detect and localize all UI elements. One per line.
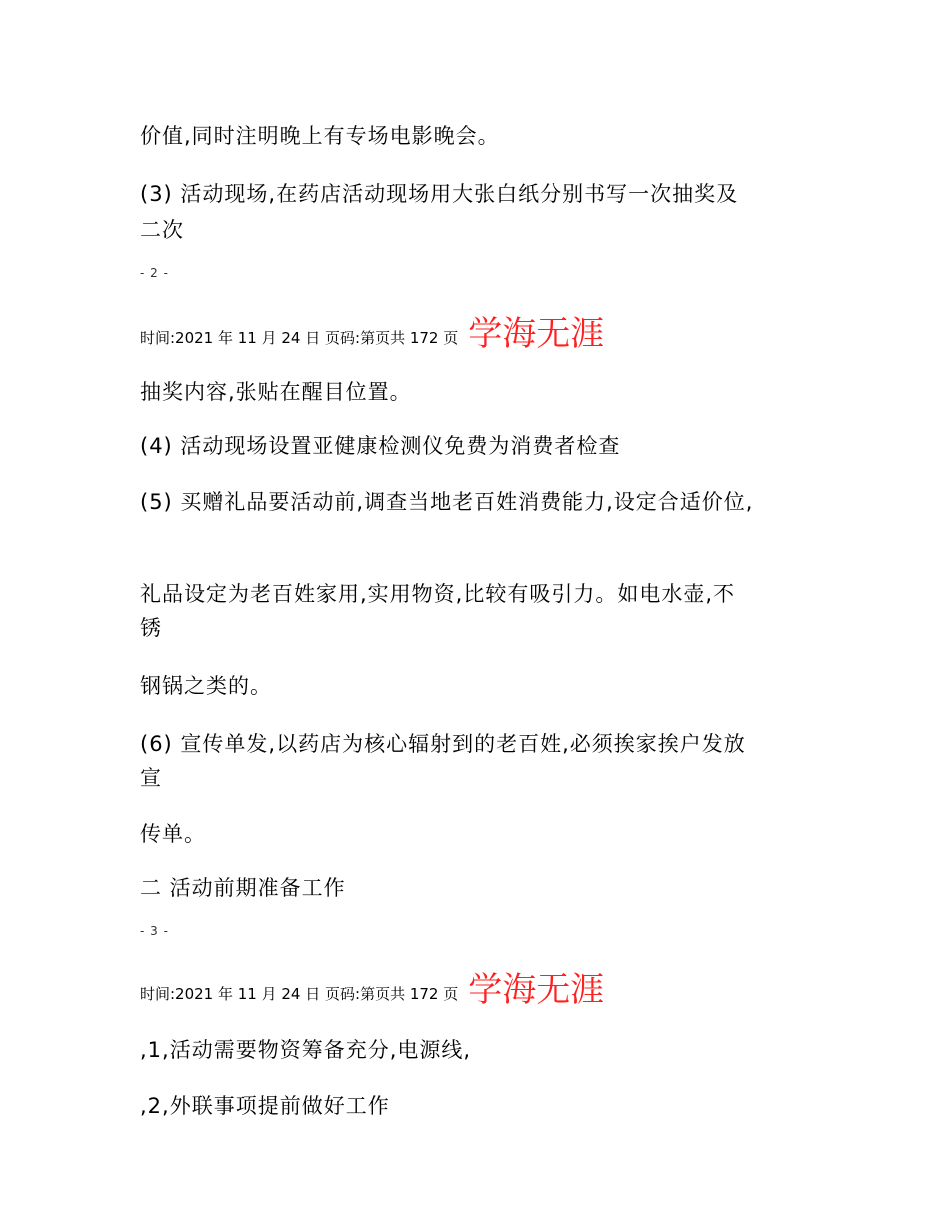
text-line: 锈 [140, 616, 162, 640]
text-line: 钢锅之类的。 [140, 674, 272, 698]
footer-meta-text: 时间:2021 年 11 月 24 日 页码:第页共 172 页 [140, 985, 459, 1003]
text-line: 礼品设定为老百姓家用,实用物资,比较有吸引力。如电水壶,不 [140, 582, 736, 606]
page-number-marker: - 3 - [140, 924, 169, 938]
page-footer [140, 962, 604, 1011]
text-line: 价值,同时注明晚上有专场电影晚会。 [140, 124, 500, 148]
page-number-marker: - 2 - [140, 266, 169, 280]
list-item: ,1,活动需要物资筹备充分,电源线, [140, 1038, 472, 1062]
footer-meta-text: 时间:2021 年 11 月 24 日 页码:第页共 172 页 [140, 329, 459, 347]
text-line: 宣 [140, 766, 162, 790]
text-line: (5) 买赠礼品要活动前,调查当地老百姓消费能力,设定合适价位, [140, 490, 754, 514]
text-line: 抽奖内容,张贴在醒目位置。 [140, 380, 412, 404]
text-line: (6) 宣传单发,以药店为核心辐射到的老百姓,必须挨家挨户发放 [140, 732, 746, 756]
text-line: 二次 [140, 218, 184, 242]
list-item: ,2,外联事项提前做好工作 [140, 1094, 390, 1118]
footer-brand-logo: 学海无涯 [468, 970, 605, 1010]
section-heading: 二 活动前期准备工作 [140, 876, 346, 900]
text-line: (3) 活动现场,在药店活动现场用大张白纸分别书写一次抽奖及 [140, 182, 739, 206]
text-line: 传单。 [140, 822, 206, 846]
page-footer [140, 306, 604, 355]
text-line: (4) 活动现场设置亚健康检测仪免费为消费者检查 [140, 434, 621, 458]
footer-brand-logo: 学海无涯 [468, 314, 605, 354]
